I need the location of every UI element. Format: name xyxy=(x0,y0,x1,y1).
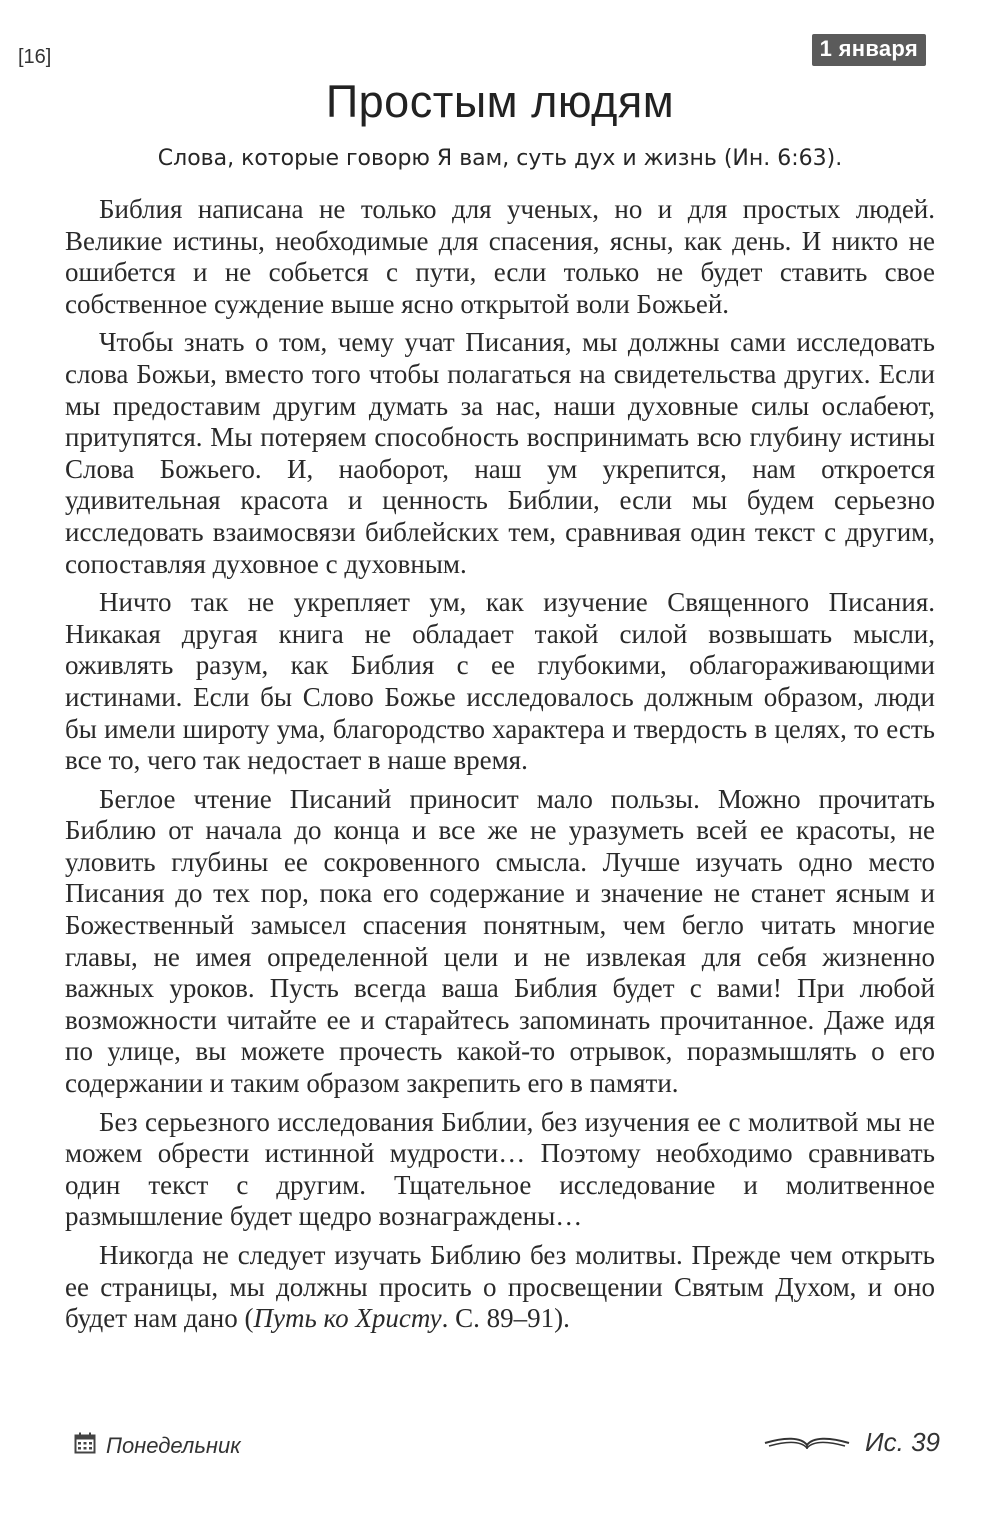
calendar-icon xyxy=(74,1432,96,1460)
paragraph-last xyxy=(65,1240,935,1335)
footer-reading xyxy=(763,1427,940,1458)
paragraph: Беглое чтение Писаний приносит мало пользы. Можно прочитать Библию от начала до конца и все же не уразуметь всей ее красоты, не уловить глубины ее сокровенного смысла. Лучше изучать одно место Писания до тех пор, пока его содержание и значение не станет ясным и Божественный замысел спасения понятным, чем бегло читать многие главы, не имея определенной цели и не извлекая для себя жизненно важных уроков. Пусть всегда ваша Библия будет с вами! При любой возможности читайте ее и старайтесь запоминать прочитанное. Даже идя по улице, вы можете прочесть какой-то отрывок, поразмышлять о его содержании и таким образом закрепить его в памяти. xyxy=(65,783,935,1099)
paragraph-last-text: Никогда не следует изучать Библию без молитвы. Прежде чем открыть ее страницы, мы должны просить о просвещении Святым Духом, и оно будет нам дано ( xyxy=(65,1240,935,1334)
footer-weekday xyxy=(74,1432,241,1460)
body-text xyxy=(65,194,935,1342)
weekday-label: Понедельник xyxy=(106,1433,241,1458)
date-badge: 1 января xyxy=(812,34,926,66)
reading-reference: Ис. 39 xyxy=(865,1427,940,1457)
page-number: [16] xyxy=(18,46,52,68)
source-title: Путь ко Христу xyxy=(253,1303,442,1334)
open-book-icon xyxy=(763,1427,851,1458)
source-pages: . С. 89–91). xyxy=(441,1303,570,1334)
paragraph: Ничто так не укрепляет ум, как изучение Священного Писания. Никакая другая книга не обладает такой силой возвышать мысли, оживлять разум, как Библия с ее глубокими, облагораживающими истинами. Если бы Слово Божье исследовалось должным образом, люди бы имели широту ума, благородство характера и твердость в целях, то есть все то, чего так недостает в наше время. xyxy=(65,587,935,776)
paragraph: Без серьезного исследования Библии, без изучения ее с молитвой мы не можем обрести истинной мудрости… Поэтому необходимо сравнивать один текст с другим. Тщательное исследование и молитвенное размышление будет щедро вознаграждены… xyxy=(65,1106,935,1232)
paragraph: Библия написана не только для ученых, но и для простых людей. Великие истины, необходимые для спасения, ясны, как день. И никто не ошибется и не собьется с пути, если только не будет ставить свое собственное суждение выше ясно открытой воли Божьей. xyxy=(65,194,935,319)
page-title: Простым людям xyxy=(325,76,675,127)
epigraph: Слова, которые говорю Я вам, суть дух и жизнь (Ин. 6:63). xyxy=(157,146,843,171)
paragraph: Чтобы знать о том, чему учат Писания, мы должны сами исследовать слова Божьи, вместо того чтобы полагаться на свидетельства других. Если мы предоставим другим думать за нас, наши духовные силы ослабеют, притупятся. Мы потеряем способность воспринимать всю глубину истины Слова Божьего. И, наоборот, наш ум укрепится, нам откроется удивительная красота и ценность Библии, если мы будем серьезно исследовать взаимосвязи библейских тем, сравнивая один текст с другим, сопоставляя духовное с духовным. xyxy=(65,327,935,579)
